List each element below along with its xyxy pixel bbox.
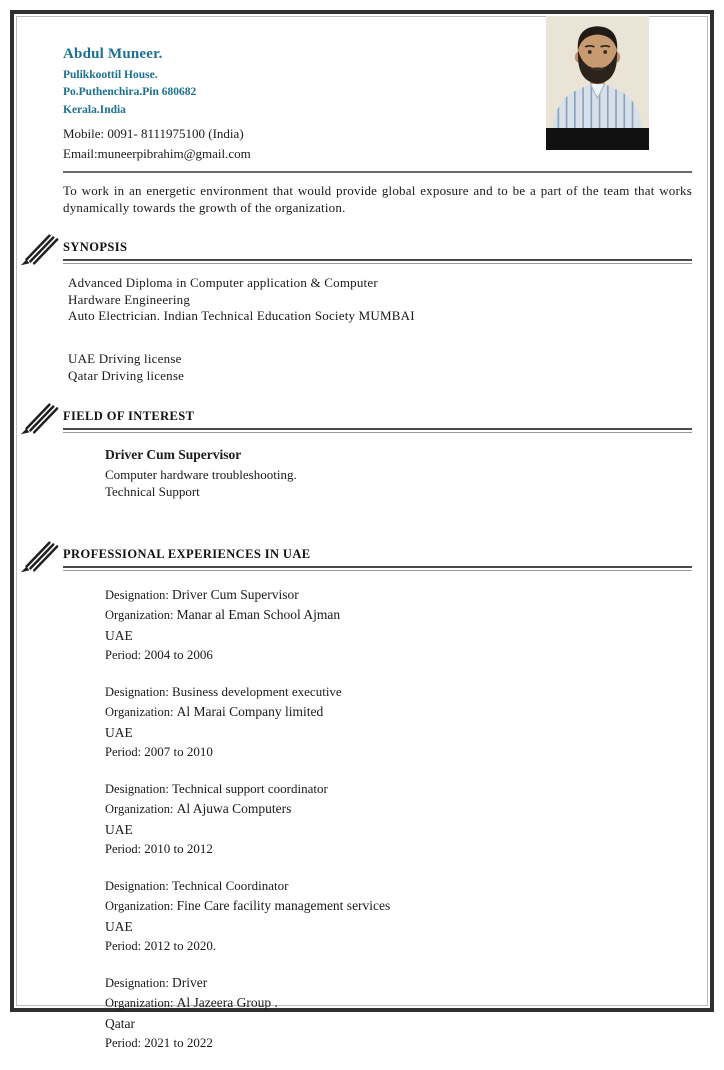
candidate-name: Abdul Muneer.: [63, 46, 163, 62]
period-line: [105, 742, 692, 763]
designation-value: Technical support coordinator: [172, 780, 328, 796]
job-entry: [105, 682, 692, 763]
education-block: [68, 275, 692, 325]
designation-value: Business development executive: [172, 683, 342, 699]
primary-role: Driver Cum Supervisor: [105, 446, 242, 462]
objective-text: To work in an energetic environment that would provide global exposure and to be a part of the team that works dynamically towards the growth of the organization.: [63, 183, 692, 216]
designation-line: [105, 876, 692, 897]
license-block: [68, 351, 692, 385]
organization-line: [105, 702, 692, 723]
address-line: Kerala.India: [63, 103, 126, 116]
organization-label: Organization:: [105, 996, 174, 1011]
profile-photo: [546, 16, 649, 128]
organization-label: Organization:: [105, 899, 174, 914]
period-label: Period:: [105, 648, 142, 663]
organization-line: [105, 993, 692, 1014]
address-line: Pulikkoottil House.: [63, 69, 158, 81]
skill-line: Computer hardware troubleshooting.: [105, 466, 297, 482]
section-field-of-interest: [63, 409, 692, 501]
organization-label: Organization:: [105, 802, 174, 817]
organization-value: Al Jazeera Group .: [176, 995, 278, 1011]
field-of-interest-block: [105, 446, 692, 501]
organization-value: Al Marai Company limited: [176, 704, 324, 720]
header-divider: [63, 171, 692, 173]
section-title: PROFESSIONAL EXPERIENCES IN UAE: [63, 546, 311, 561]
period-line: [105, 1033, 692, 1054]
organization-line: [105, 605, 692, 626]
designation-value: Technical Coordinator: [172, 877, 289, 893]
organization-line: [105, 799, 692, 820]
organization-value: Fine Care facility management services: [176, 898, 391, 914]
period-line: [105, 936, 692, 957]
organization-label: Organization:: [105, 608, 174, 623]
organization-line: [105, 896, 692, 917]
designation-value: Driver Cum Supervisor: [172, 586, 299, 602]
skill-line: Technical Support: [105, 484, 200, 500]
country-line: UAE: [105, 821, 133, 837]
job-entry: [105, 973, 692, 1054]
designation-label: Designation:: [105, 587, 169, 602]
period-value: 2012 to 2020.: [144, 938, 217, 954]
page-content: [14, 14, 710, 1070]
period-label: Period:: [105, 842, 142, 857]
section-rule: [63, 428, 692, 433]
organization-label: Organization:: [105, 705, 174, 720]
designation-label: Designation:: [105, 878, 169, 893]
photo-bottom-bar: [546, 128, 649, 150]
organization-value: Al Ajuwa Computers: [176, 801, 292, 817]
section-rule: [63, 566, 692, 571]
period-label: Period:: [105, 745, 142, 760]
period-value: 2021 to 2022: [144, 1035, 213, 1051]
education-line: Auto Electrician. Indian Technical Education Society MUMBAI: [68, 308, 415, 324]
section-experience: [63, 547, 692, 1054]
designation-line: [105, 585, 692, 606]
designation-line: [105, 779, 692, 800]
education-line: Advanced Diploma in Computer application & Computer: [68, 275, 378, 291]
section-synopsis: [63, 240, 692, 384]
designation-label: Designation:: [105, 975, 169, 990]
country-line: UAE: [105, 627, 133, 643]
country-line: UAE: [105, 724, 133, 740]
designation-line: [105, 973, 692, 994]
designation-value: Driver: [172, 974, 208, 990]
designation-label: Designation:: [105, 684, 169, 699]
email-line: Email:muneerpibrahim@gmail.com: [63, 145, 251, 161]
address-line: Po.Puthenchira.Pin 680682: [63, 86, 197, 99]
period-line: [105, 839, 692, 860]
period-value: 2004 to 2006: [144, 647, 213, 663]
period-value: 2007 to 2010: [144, 744, 213, 760]
period-value: 2010 to 2012: [144, 841, 213, 857]
designation-label: Designation:: [105, 781, 169, 796]
period-label: Period:: [105, 1036, 142, 1051]
pen-icon: [17, 400, 59, 436]
country-line: UAE: [105, 918, 133, 934]
section-title: FIELD OF INTEREST: [63, 408, 195, 423]
license-line: UAE Driving license: [68, 350, 182, 366]
license-line: Qatar Driving license: [68, 367, 185, 383]
period-line: [105, 645, 692, 666]
period-label: Period:: [105, 939, 142, 954]
education-line: Hardware Engineering: [68, 291, 191, 307]
job-entry: [105, 876, 692, 957]
section-rule: [63, 259, 692, 264]
designation-line: [105, 682, 692, 703]
pen-icon: [17, 231, 59, 267]
pen-icon: [17, 538, 59, 574]
mobile-line: Mobile: 0091- 8111975100 (India): [63, 125, 244, 141]
country-line: Qatar: [105, 1015, 135, 1031]
job-entry: [105, 585, 692, 666]
jobs-list: [105, 585, 692, 1054]
header: [63, 14, 692, 173]
photo-box: [546, 16, 649, 150]
section-title: SYNOPSIS: [63, 240, 128, 255]
job-entry: [105, 779, 692, 860]
organization-value: Manar al Eman School Ajman: [176, 607, 341, 623]
